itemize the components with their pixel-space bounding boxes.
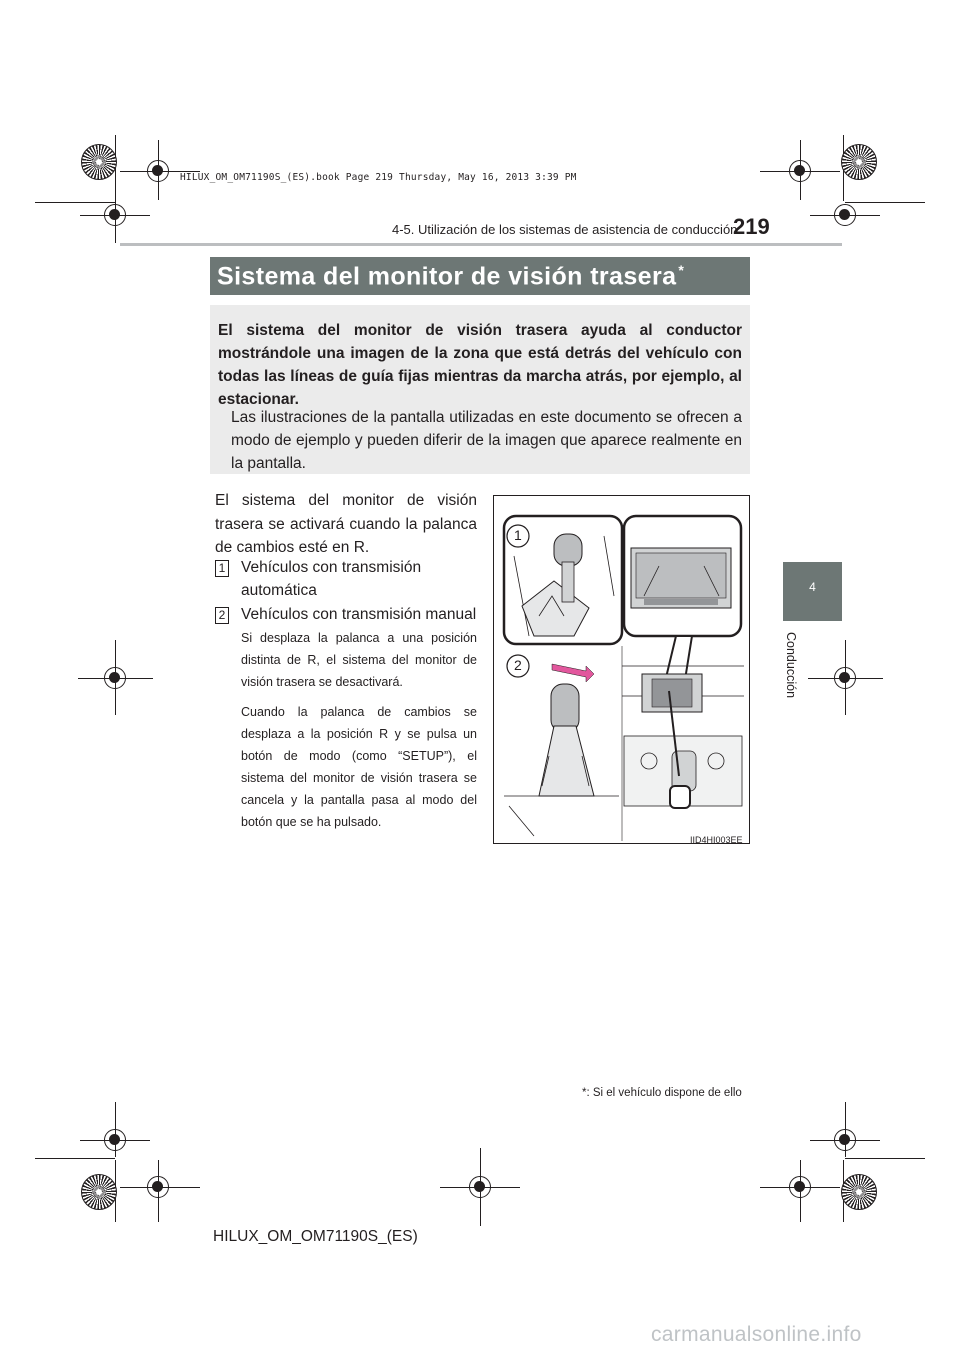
- book-info-line: HILUX_OM_OM71190S_(ES).book Page 219 Thursday, May 16, 2013 3:39 PM: [180, 172, 577, 183]
- item-text-2: Vehículos con transmisión manual: [241, 606, 477, 623]
- header-rule: [120, 243, 842, 246]
- chapter-label: Conducción: [784, 632, 798, 699]
- item-number-2: 2: [215, 607, 229, 624]
- asterisk-icon: *: [678, 262, 685, 278]
- chapter-tab: [783, 562, 842, 621]
- page-number: 219: [733, 214, 770, 239]
- section-heading: 4-5. Utilización de los sistemas de asistencia de conducción: [392, 222, 738, 237]
- illustration-drawing: [494, 496, 749, 843]
- intro-note-text: Las ilustraciones de la pantalla utilizadas en este documento se ofrecen a modo de ejemplo y pueden diferir de la imagen que aparece realmente en la pantalla.: [231, 409, 742, 472]
- page-title: Sistema del monitor de visión trasera *: [217, 262, 685, 291]
- note-paragraph-2: Cuando la palanca de cambios se desplaza a la posición R y se pulsa un botón de modo (como “SETUP”), el sistema del monitor de visión trasera se cancela y la pantalla pasa al modo del botón que se ha pulsado.: [241, 705, 477, 829]
- intro-bold-text: El sistema del monitor de visión trasera ayuda al conductor mostrándole una imagen de la zona que está detrás del vehículo con todas las líneas de guía fijas mientras da marcha atrás, por ejemplo, al estacionar.: [218, 322, 742, 408]
- item-text-1: Vehículos con transmisión automática: [241, 559, 422, 599]
- note-paragraph-1: Si desplaza la palanca a una posición distinta de R, el sistema del monitor de visión trasera se desactivará.: [241, 631, 477, 689]
- footer-manual-id: HILUX_OM_OM71190S_(ES): [213, 1228, 418, 1245]
- title-bar: [210, 257, 750, 295]
- chapter-number: 4: [809, 580, 816, 594]
- body-paragraph: El sistema del monitor de visión trasera se activará cuando la palanca de cambios esté en R.: [215, 492, 477, 556]
- illustration: [493, 495, 750, 844]
- item-number-1: 1: [215, 560, 229, 577]
- figure-code: IID4HI003EE: [690, 835, 743, 845]
- footnote: *: Si el vehículo dispone de ello: [582, 1087, 742, 1099]
- callout-1: 1: [514, 527, 522, 543]
- watermark: carmanualsonline.info: [651, 1323, 862, 1346]
- intro-box: [210, 305, 750, 474]
- callout-2: 2: [514, 657, 522, 673]
